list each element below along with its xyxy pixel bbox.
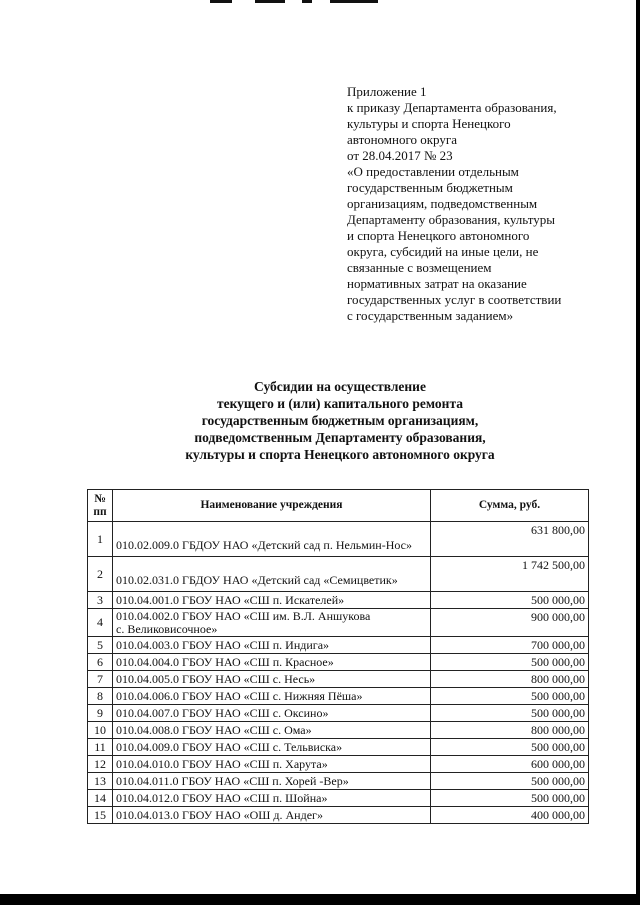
row-num: 4 (88, 609, 113, 637)
row-num: 9 (88, 705, 113, 722)
annex-line: от 28.04.2017 № 23 (347, 148, 453, 163)
row-num: 3 (88, 592, 113, 609)
row-sum: 500 000,00 (431, 592, 589, 609)
table-row (88, 705, 589, 722)
row-sum: 500 000,00 (431, 705, 589, 722)
row-sum: 700 000,00 (431, 637, 589, 654)
row-num: 7 (88, 671, 113, 688)
row-sum: 500 000,00 (431, 688, 589, 705)
annex-line: организациям, подведомственным (347, 196, 538, 211)
annex-line: округа, субсидий на иные цели, не (347, 244, 539, 259)
table-row (88, 773, 589, 790)
row-name: 010.04.007.0 ГБОУ НАО «СШ с. Оксино» (113, 705, 431, 722)
row-name: 010.04.008.0 ГБОУ НАО «СШ с. Ома» (113, 722, 431, 739)
scan-top-marks (210, 0, 385, 4)
row-sum: 600 000,00 (431, 756, 589, 773)
row-num: 15 (88, 807, 113, 824)
row-name: 010.02.009.0 ГБДОУ НАО «Детский сад п. Нельмин-Нос» (113, 522, 431, 557)
title-line: государственным бюджетным организациям, (201, 413, 479, 428)
row-name: 010.04.003.0 ГБОУ НАО «СШ п. Индига» (113, 637, 431, 654)
row-name: 010.04.009.0 ГБОУ НАО «СШ с. Тельвиска» (113, 739, 431, 756)
table-row (88, 522, 589, 557)
row-sum: 800 000,00 (431, 671, 589, 688)
table-row (88, 557, 589, 592)
annex-line: к приказу Департамента образования, (347, 100, 557, 115)
row-name: 010.04.001.0 ГБОУ НАО «СШ п. Искателей» (113, 592, 431, 609)
annex-line: государственных услуг в соответствии (347, 292, 562, 307)
table-row (88, 722, 589, 739)
title-line: Субсидии на осуществление (254, 379, 426, 394)
title-line: текущего и (или) капитального ремонта (216, 396, 464, 411)
table-header-row (88, 490, 589, 522)
annex-line: связанные с возмещением (347, 260, 492, 275)
row-name: 010.04.013.0 ГБОУ НАО «ОШ д. Андег» (113, 807, 431, 824)
annex-line: автономного округа (347, 132, 457, 147)
row-sum: 800 000,00 (431, 722, 589, 739)
row-sum: 400 000,00 (431, 807, 589, 824)
row-name (113, 609, 431, 637)
row-sum: 500 000,00 (431, 654, 589, 671)
row-num: 2 (88, 557, 113, 592)
row-sum: 500 000,00 (431, 790, 589, 807)
row-sum: 500 000,00 (431, 739, 589, 756)
header-name: Наименование учреждения (113, 490, 431, 522)
row-name-line: с. Великовисочное» (116, 621, 218, 636)
row-num: 5 (88, 637, 113, 654)
annex-line: «О предоставлении отдельным (347, 164, 519, 179)
row-num: 14 (88, 790, 113, 807)
row-name: 010.04.012.0 ГБОУ НАО «СШ п. Шойна» (113, 790, 431, 807)
document-title (120, 378, 560, 463)
table-row (88, 592, 589, 609)
annex-line: и спорта Ненецкого автономного (347, 228, 530, 243)
row-num: 6 (88, 654, 113, 671)
row-sum: 900 000,00 (431, 609, 589, 637)
table-row (88, 609, 589, 637)
table-row (88, 654, 589, 671)
row-name: 010.02.031.0 ГБДОУ НАО «Детский сад «Семицветик» (113, 557, 431, 592)
table-row (88, 807, 589, 824)
annex-line: Департаменту образования, культуры (347, 212, 555, 227)
row-num: 10 (88, 722, 113, 739)
table-row (88, 790, 589, 807)
row-num: 12 (88, 756, 113, 773)
row-name: 010.04.011.0 ГБОУ НАО «СШ п. Хорей -Вер» (113, 773, 431, 790)
table-row (88, 688, 589, 705)
table-row (88, 637, 589, 654)
row-name: 010.04.005.0 ГБОУ НАО «СШ с. Несь» (113, 671, 431, 688)
annex-line: культуры и спорта Ненецкого (347, 116, 511, 131)
annex-line: Приложение 1 (347, 84, 427, 99)
title-line: культуры и спорта Ненецкого автономного округа (185, 447, 495, 462)
annex-line: нормативных затрат на оказание (347, 276, 527, 291)
row-name: 010.04.004.0 ГБОУ НАО «СШ п. Красное» (113, 654, 431, 671)
row-num: 11 (88, 739, 113, 756)
table-row (88, 739, 589, 756)
header-num: № пп (88, 490, 113, 522)
row-sum: 1 742 500,00 (431, 557, 589, 592)
table-row (88, 671, 589, 688)
row-num: 1 (88, 522, 113, 557)
row-num: 8 (88, 688, 113, 705)
row-name: 010.04.010.0 ГБОУ НАО «СШ п. Харута» (113, 756, 431, 773)
row-sum: 500 000,00 (431, 773, 589, 790)
row-name: 010.04.006.0 ГБОУ НАО «СШ с. Нижняя Пёша» (113, 688, 431, 705)
row-name-line: 010.04.002.0 ГБОУ НАО «СШ им. В.Л. Аншукова (116, 608, 371, 623)
title-line: подведомственным Департаменту образования, (194, 430, 486, 445)
scan-bottom-edge (0, 894, 640, 905)
annex-line: с государственным заданием» (347, 308, 514, 323)
annex-header (347, 84, 592, 324)
subsidies-table (87, 489, 589, 824)
row-sum: 631 800,00 (431, 522, 589, 557)
table-row (88, 756, 589, 773)
row-num: 13 (88, 773, 113, 790)
header-sum: Сумма, руб. (431, 490, 589, 522)
annex-line: государственным бюджетным (347, 180, 513, 195)
